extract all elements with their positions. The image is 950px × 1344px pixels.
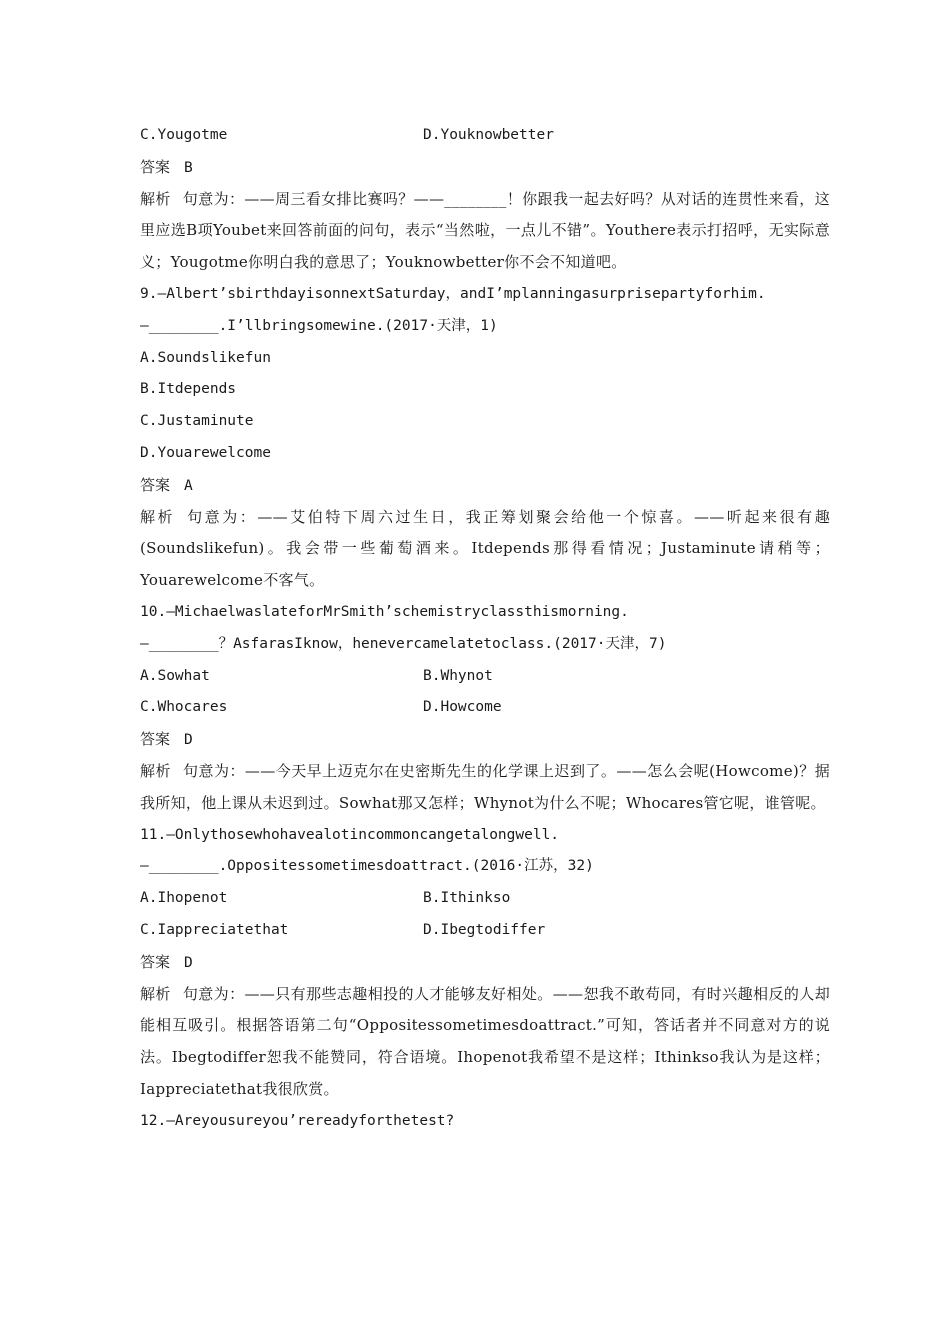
- q11-analysis: [140, 979, 830, 1106]
- q10-response: —________？AsfarasIknow，henevercamelatetoclass.(2017·天津，7): [140, 635, 667, 652]
- q11-option-b: B.Ithinkso: [423, 890, 511, 907]
- page-content: [140, 120, 830, 1138]
- q11-answer-label: 答案: [140, 952, 171, 971]
- q8-option-c: C.Yougotme: [140, 127, 228, 143]
- q9-answer: [140, 470, 830, 502]
- q9-prompt: 9.—Albert’sbirthdayisonnextSaturday，andI’mplanningasurprisepartyforhim.: [140, 285, 766, 302]
- q10-options-cd: [140, 692, 830, 724]
- q8-options-cd: [140, 120, 830, 152]
- q11-option-c: C.Iappreciatethat: [140, 921, 289, 938]
- q10-answer-label: 答案: [140, 730, 171, 749]
- q9-answer-value: A: [184, 477, 193, 494]
- q9-answer-label: 答案: [140, 475, 171, 494]
- q10-option-b: B.Whynot: [423, 667, 493, 684]
- q11-analysis-text: 句意为：——只有那些志趣相投的人才能够友好相处。——恕我不敢苟同，有时兴趣相反的人却能相互吸引。根据答语第二句“Oppositessometimesdoattract.”可知，答话者并不同意对方的说法。Ibegtodiffer恕我不能赞同，符合语境。Ihopenot我希望不是这样；Ithinkso我认为是这样；Iappreciatethat我很欣赏。: [140, 984, 830, 1098]
- q10-answer: [140, 724, 830, 756]
- q11-analysis-label: 解析: [140, 984, 171, 1003]
- q12-prompt: 12.—Areyousureyou’rereadyforthetest?: [140, 1112, 455, 1129]
- q9-option-c: C.Justaminute: [140, 413, 254, 430]
- q11-answer: [140, 947, 830, 979]
- q8-analysis: [140, 184, 830, 279]
- q10-analysis-text: 句意为：——今天早上迈克尔在史密斯先生的化学课上迟到了。——怎么会呢(Howcome)？据我所知，他上课从未迟到过。Sowhat那又怎样；Whynot为什么不呢；Whocares管它呢，谁管呢。: [140, 761, 830, 812]
- q10-options-ab: [140, 661, 830, 693]
- q11-prompt: 11.—Onlythosewhohavealotincommoncangetalongwell.: [140, 826, 560, 843]
- q10-option-a: A.Sowhat: [140, 667, 210, 684]
- q11-option-a: A.Ihopenot: [140, 890, 228, 907]
- q8-analysis-label: 解析: [140, 189, 171, 208]
- q8-answer: [140, 152, 830, 184]
- q9-option-d: D.Youarewelcome: [140, 444, 271, 461]
- q8-answer-label: 答案: [140, 157, 171, 176]
- q9-option-a: A.Soundslikefun: [140, 349, 271, 366]
- q11-options-ab: [140, 883, 830, 915]
- q8-analysis-text: 句意为：——周三看女排比赛吗？——________！你跟我一起去好吗？从对话的连贯性来看，这里应选B项Youbet来回答前面的问句，表示“当然啦，一点儿不错”。Youthere表示打招呼，无实际意义；Yougotme你明白我的意思了；Youknowbetter你不会不知道吧。: [140, 189, 830, 272]
- q9-analysis-text: 句意为：——艾伯特下周六过生日，我正筹划聚会给他一个惊喜。——听起来很有趣(Soundslikefun)。我会带一些葡萄酒来。Itdepends那得看情况；Justaminute请稍等；Youarewelcome不客气。: [140, 507, 830, 590]
- q8-answer-value: B: [184, 159, 193, 176]
- q11-response: —________.Oppositessometimesdoattract.(2016·江苏，32): [140, 858, 594, 875]
- q11-answer-value: D: [184, 954, 193, 971]
- q9-analysis: [140, 502, 830, 597]
- q10-prompt: 10.—MichaelwaslateforMrSmith’schemistryclassthismorning.: [140, 603, 629, 620]
- q10-analysis-label: 解析: [140, 761, 171, 780]
- q11-options-cd: [140, 915, 830, 947]
- q9-analysis-label: 解析: [140, 507, 176, 526]
- q10-analysis: [140, 756, 830, 820]
- q10-option-c: C.Whocares: [140, 699, 228, 716]
- q8-option-d: D.Youknowbetter: [423, 127, 554, 143]
- q9-option-b: B.Itdepends: [140, 381, 237, 398]
- q10-answer-value: D: [184, 732, 193, 749]
- q9-response: —________.I’llbringsomewine.(2017·天津，1): [140, 317, 498, 334]
- q11-option-d: D.Ibegtodiffer: [423, 921, 546, 938]
- q10-option-d: D.Howcome: [423, 699, 502, 716]
